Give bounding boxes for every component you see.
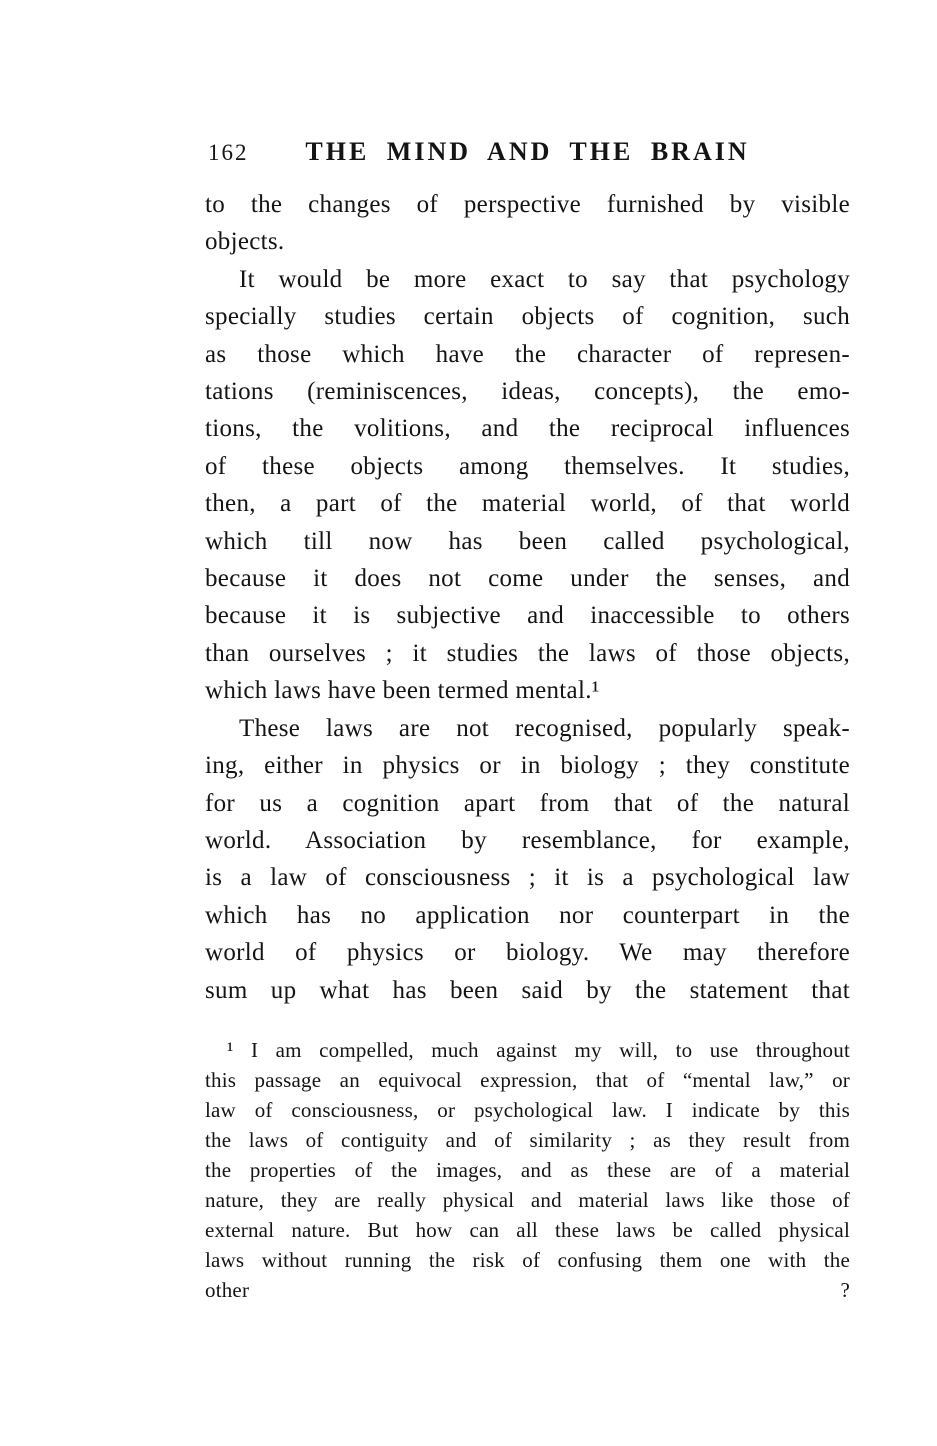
running-header	[205, 136, 850, 168]
footnote	[205, 1035, 850, 1305]
text-line: of these objects among themselves. It studies,	[205, 452, 850, 480]
page-body	[205, 186, 850, 1009]
body-paragraph	[205, 710, 850, 1009]
text-line: ing, either in physics or in biology ; they constitute	[205, 752, 850, 780]
text-line: sum up what has been said by the statement that	[205, 976, 850, 1004]
body-paragraph	[205, 261, 850, 710]
footnote-line: law of consciousness, or psychological law. I indicate by this	[205, 1097, 850, 1122]
footnote-paragraph	[205, 1035, 850, 1305]
footnote-line: laws without running the risk of confusing them one with the	[205, 1247, 850, 1272]
text-line: tations (reminiscences, ideas, concepts), the emo-	[205, 378, 850, 406]
footnote-line: the properties of the images, and as these are of a material	[205, 1157, 850, 1182]
text-line: than ourselves ; it studies the laws of those objects,	[205, 639, 850, 667]
text-line: These laws are not recognised, popularly speak-	[239, 714, 850, 742]
footnote-line: nature, they are really physical and material laws like those of	[205, 1187, 850, 1212]
page-title: THE MIND AND THE BRAIN	[305, 137, 750, 166]
text-line: specially studies certain objects of cognition, such	[205, 303, 850, 331]
footnote-line: this passage an equivocal expression, that of “mental law,” or	[205, 1067, 850, 1092]
footnote-line: ¹ I am compelled, much against my will, to use throughout	[227, 1037, 850, 1062]
text-line: objects.	[205, 228, 285, 256]
text-line: which laws have been termed mental.¹	[205, 677, 600, 705]
footnote-line: other ?	[205, 1277, 850, 1302]
text-line: which till now has been called psychological,	[205, 527, 850, 555]
text-line: which has no application nor counterpart in the	[205, 901, 850, 929]
text-line: for us a cognition apart from that of the natural	[205, 789, 850, 817]
body-paragraph	[205, 186, 850, 261]
footnote-line: the laws of contiguity and of similarity ; as they result from	[205, 1127, 850, 1152]
footnote-line: external nature. But how can all these laws be called physical	[205, 1217, 850, 1242]
page-number: 162	[208, 140, 249, 165]
text-block	[205, 136, 850, 1305]
text-line: world. Association by resemblance, for example,	[205, 826, 850, 854]
text-line: because it is subjective and inaccessible to others	[205, 602, 850, 630]
text-line: then, a part of the material world, of that world	[205, 490, 850, 518]
text-line: to the changes of perspective furnished by visible	[205, 191, 850, 218]
text-line: It would be more exact to say that psychology	[239, 265, 850, 293]
text-line: is a law of consciousness ; it is a psychological law	[205, 864, 850, 892]
text-line: because it does not come under the senses, and	[205, 565, 850, 593]
text-line: as those which have the character of represen-	[205, 340, 850, 368]
text-line: tions, the volitions, and the reciprocal influences	[205, 415, 850, 443]
text-line: world of physics or biology. We may therefore	[205, 939, 850, 967]
